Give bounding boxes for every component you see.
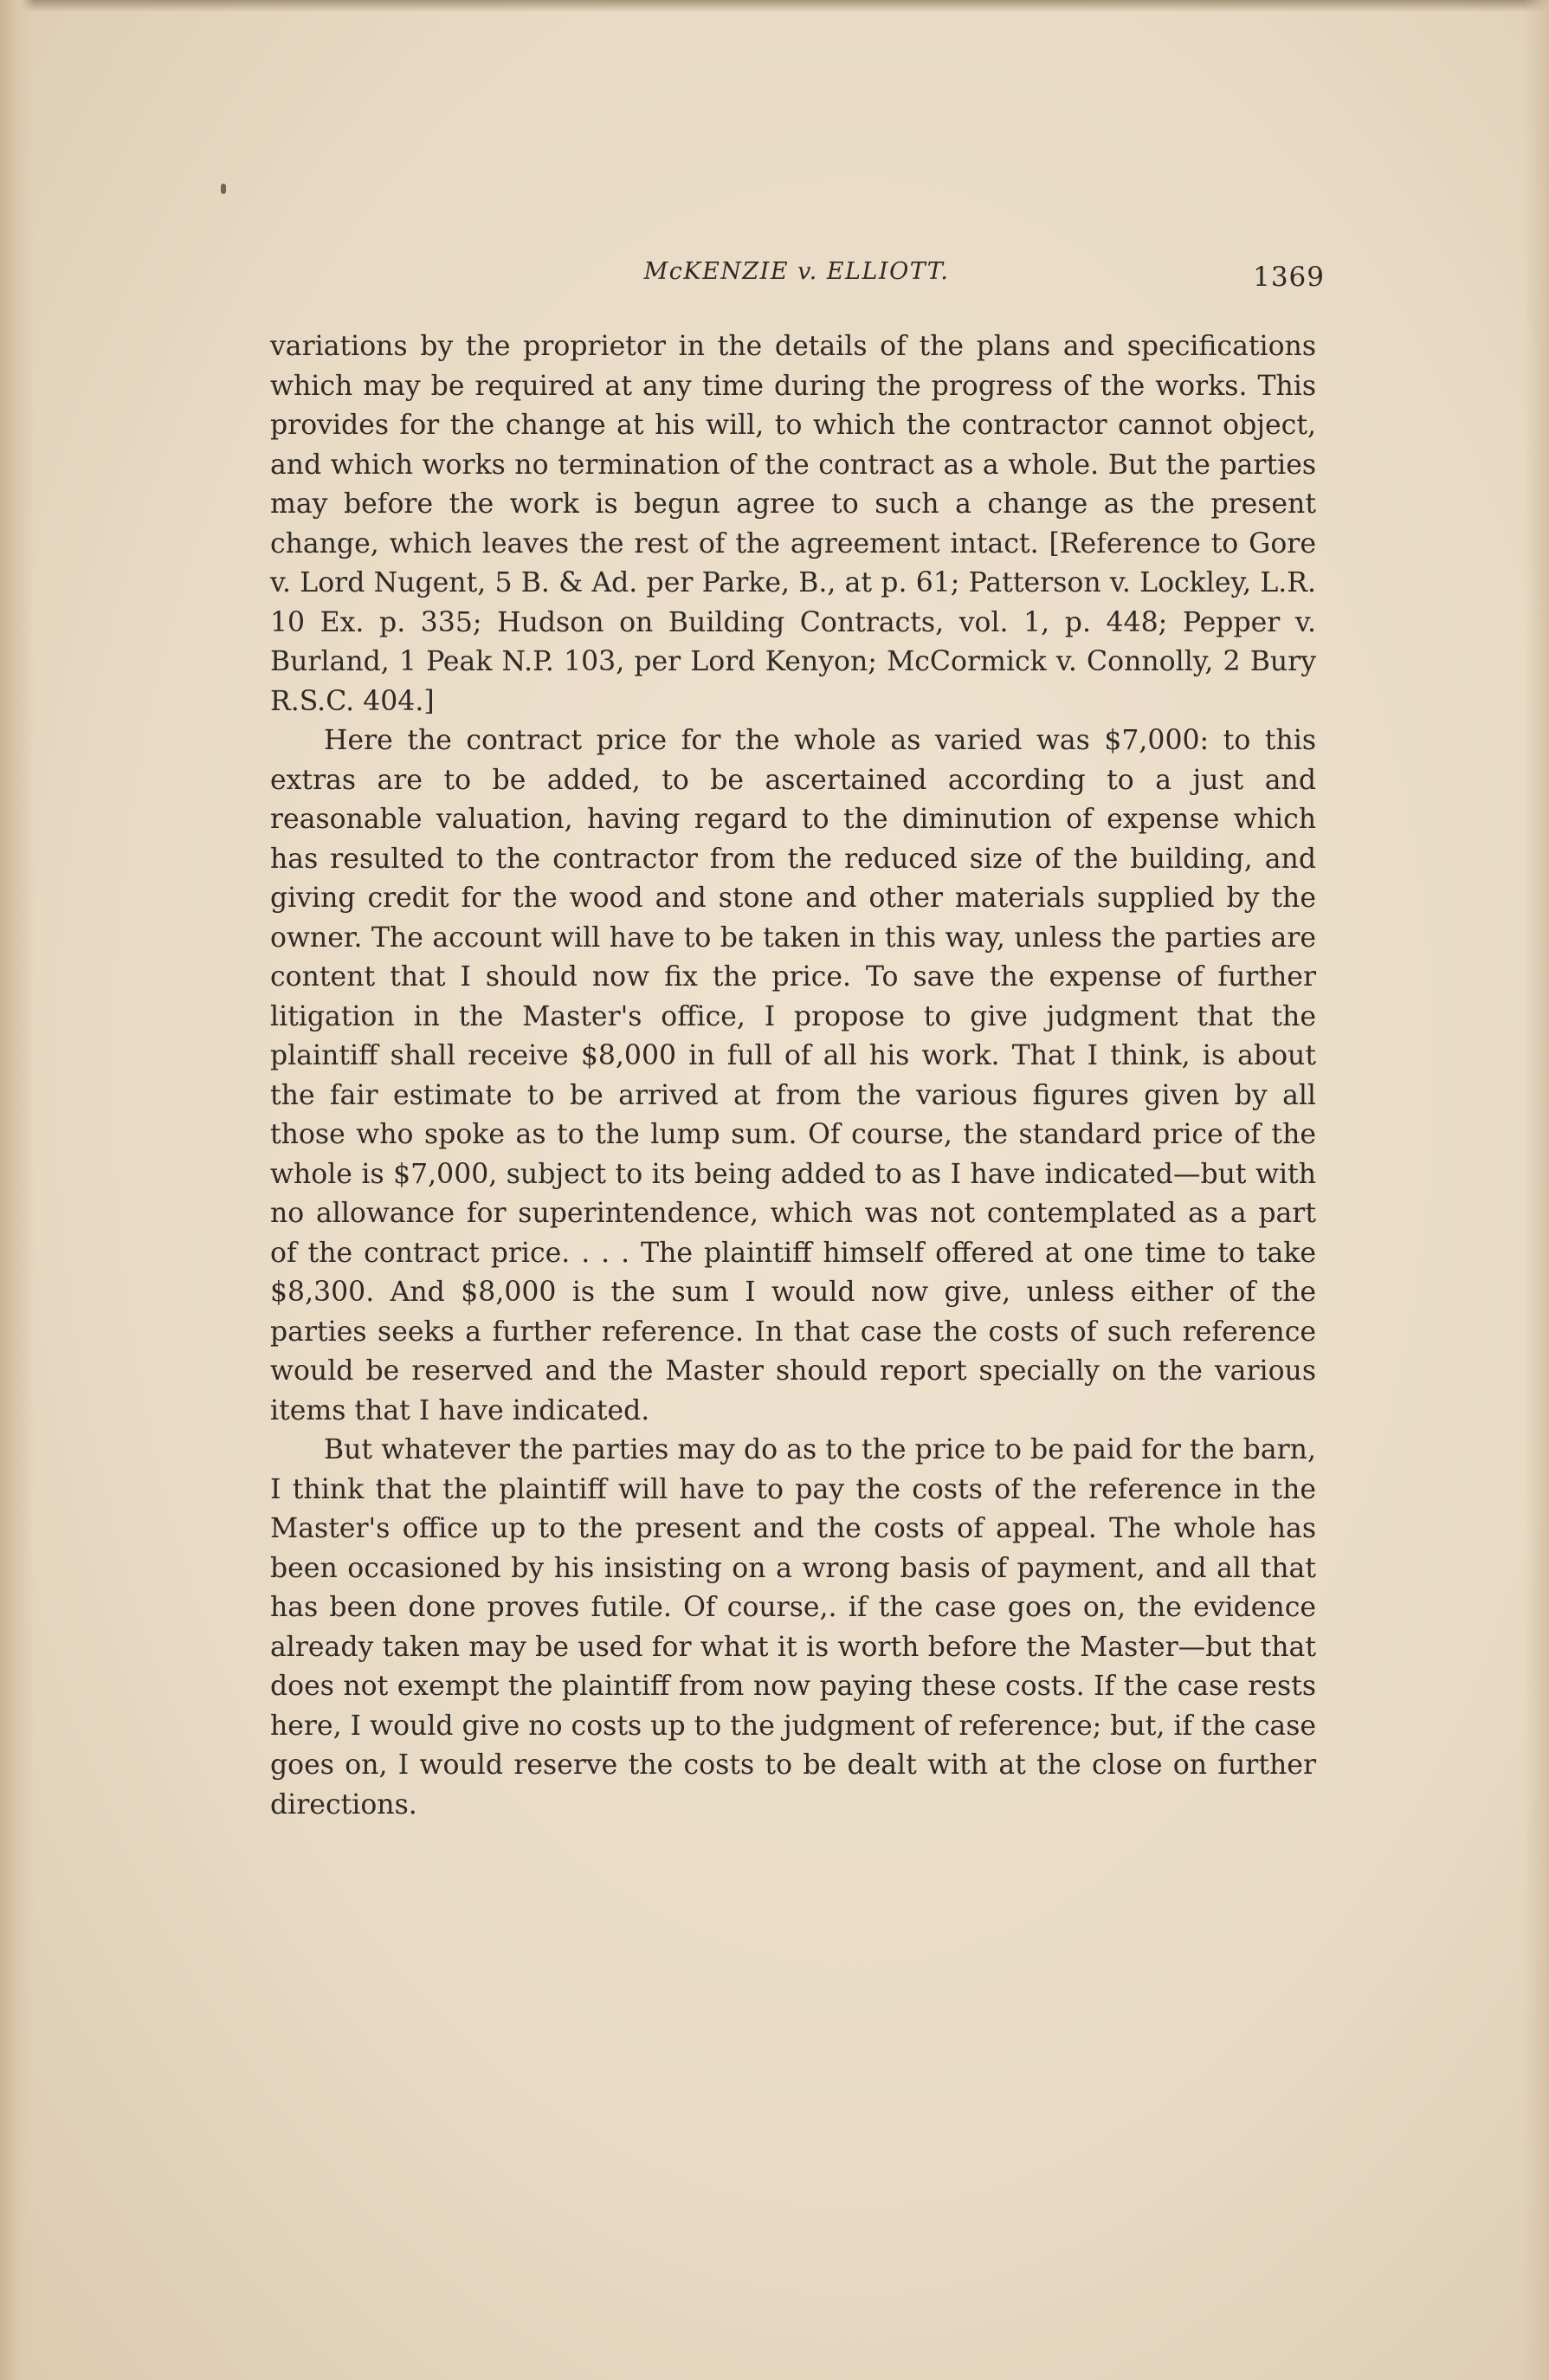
- paragraph-1: variations by the proprietor in the details of the plans and specifications which may be required at any time during the progress of the works. This provides for the change at his will, to which the contractor cannot object, and which works no termination of the contract as a whole. But the parties may before the work is begun agree to such a change as the present change, which leaves the rest of the agreement intact. [Reference to Gore v. Lord Nugent, 5 B. & Ad. per Parke, B., at p. 61; Patterson v. Lockley, L.R. 10 Ex. p. 335; Hudson on Building Contracts, vol. 1, p. 448; Pepper v. Burland, 1 Peak N.P. 103, per Lord Kenyon; McCormick v. Connolly, 2 Bury R.S.C. 404.]: [270, 331, 1316, 717]
- page-header: [268, 251, 1325, 303]
- page-top-shadow: [0, 0, 1549, 12]
- paragraph-3: But whatever the parties may do as to the price to be paid for the barn, I think that the plaintiff will have to pay the costs of the reference in the Master's office up to the present and the costs of appeal. The whole has been occasioned by his insisting on a wrong basis of payment, and all that has been done proves futile. Of course,. if the case goes on, the evidence already taken may be used for what it is worth before the Master—but that does not exempt the plaintiff from now paying these costs. If the case rests here, I would give no costs up to the judgment of reference; but, if the case goes on, I would reserve the costs to be dealt with at the close on further directions.: [270, 1434, 1316, 1821]
- page-number: 1369: [1253, 262, 1325, 293]
- body-text: [270, 327, 1316, 1825]
- page-left-shadow: [0, 0, 35, 2380]
- paragraph-2: Here the contract price for the whole as varied was $7,000: to this extras are to be added, to be ascertained according to a just and reasonable valuation, having regard to the diminution of expense which has resulted to the contractor from the reduced size of the building, and giving credit for the wood and stone and other materials supplied by the owner. The account will have to be taken in this way, unless the parties are content that I should now fix the price. To save the expense of further litigation in the Master's office, I propose to give judgment that the plaintiff shall receive $8,000 in full of all his work. That I think, is about the fair estimate to be arrived at from the various figures given by all those who spoke as to the lump sum. Of course, the standard price of the whole is $7,000, subject to its being added to as I have indicated—but with no allowance for superintendence, which was not contemplated as a part of the contract price. . . . The plaintiff himself offered at one time to take $8,300. And $8,000 is the sum I would now give, unless either of the parties seeks a further reference. In that case the costs of such reference would be reserved and the Master should report specially on the various items that I have indicated.: [270, 725, 1316, 1426]
- running-head: McKENZIE v. ELLIOTT.: [643, 258, 950, 285]
- ink-speck: [221, 184, 226, 194]
- page-right-shadow: [1523, 0, 1549, 2380]
